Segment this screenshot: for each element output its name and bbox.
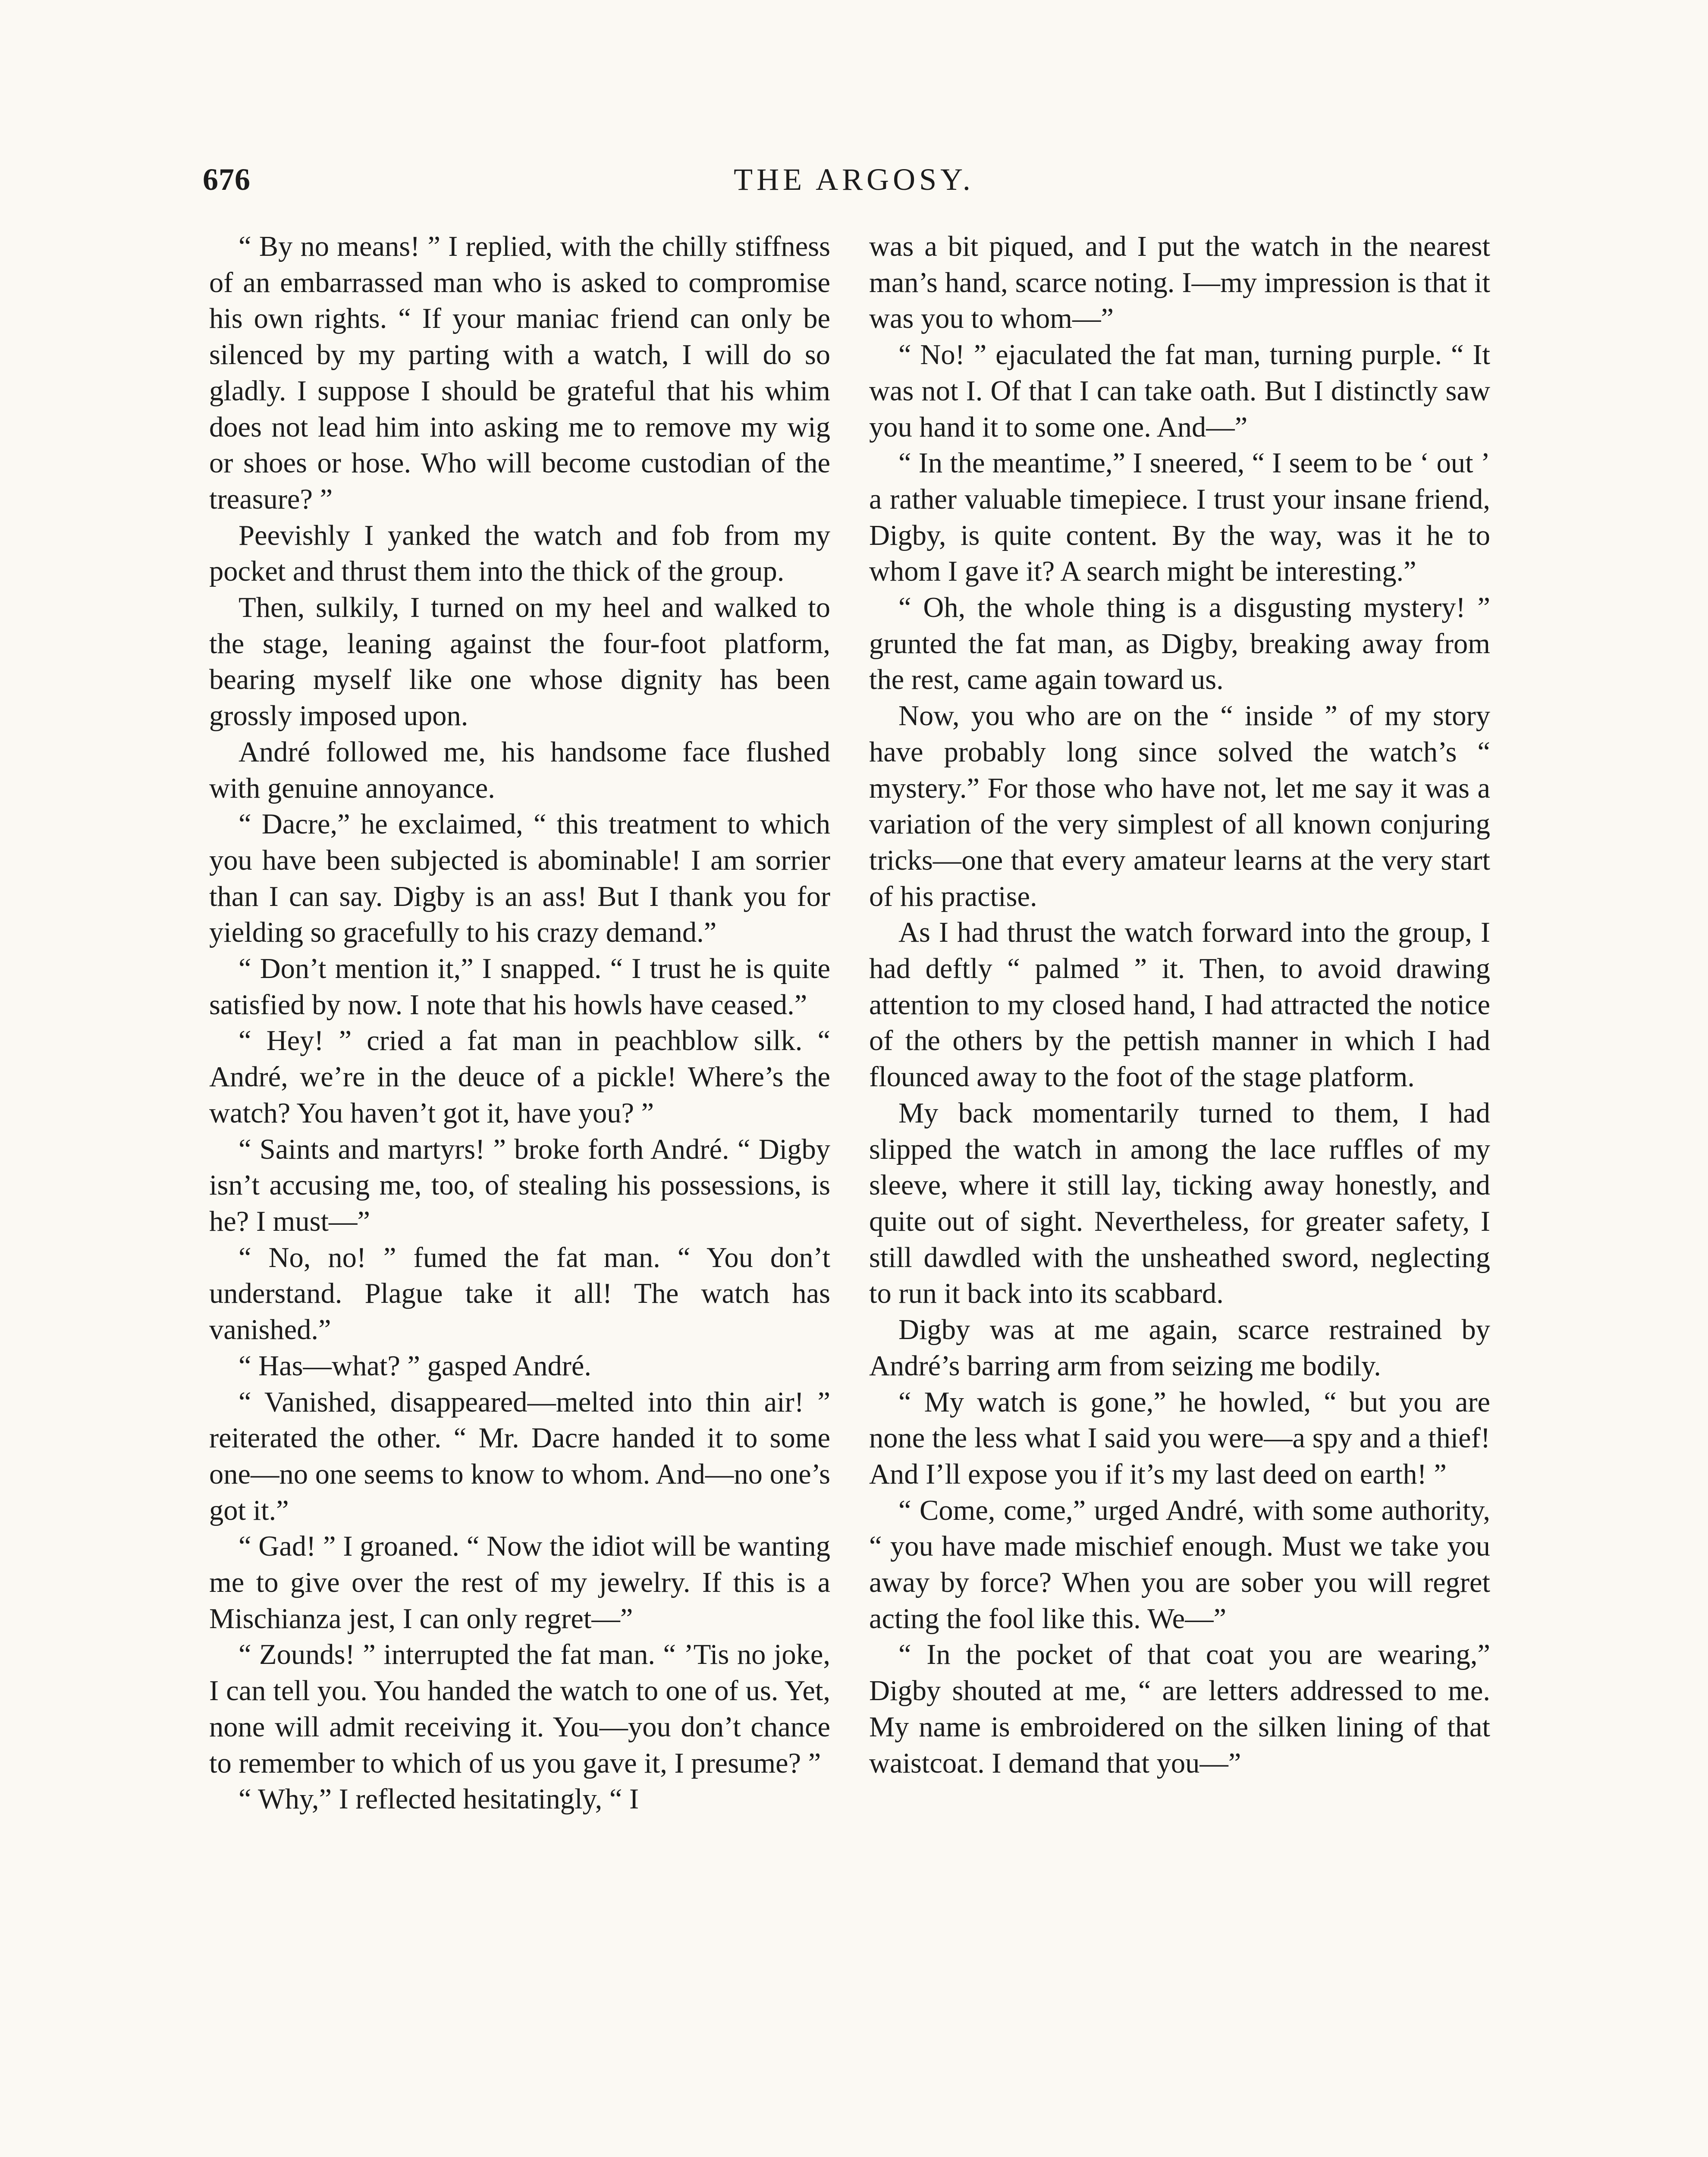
text-column-left (209, 229, 830, 1817)
paragraph: “ Saints and martyrs! ” broke forth André. “ Digby isn’t accusing me, too, of stealing his possessions, is he? I must—” (209, 1133, 830, 1237)
paragraph: “ Gad! ” I groaned. “ Now the idiot will be wanting me to give over the rest of my jewelry. If this is a Mischianza jest, I can only regret—” (209, 1531, 830, 1635)
page-number: 676 (203, 162, 251, 197)
running-head-title: THE ARGOSY. (734, 162, 974, 197)
paragraph: “ My watch is gone,” he howled, “ but you are none the less what I said you were—a spy and a thief! And I’ll expose you if it’s my last deed on earth! ” (869, 1386, 1490, 1490)
paragraph: Then, sulkily, I turned on my heel and walked to the stage, leaning against the four-foot platform, bearing myself like one whose dignity has been grossly imposed upon. (209, 592, 830, 732)
paragraph: “ Hey! ” cried a fat man in peachblow silk. “ André, we’re in the deuce of a pickle! Where’s the watch? You haven’t got it, have you? ” (209, 1025, 830, 1129)
paragraph: “ In the pocket of that coat you are wearing,” Digby shouted at me, “ are letters addressed to me. My name is embroidered on the silken lining of that waistcoat. I demand that you—” (869, 1639, 1490, 1779)
paragraph: “ Zounds! ” interrupted the fat man. “ ’Tis no joke, I can tell you. You handed the watch to one of us. Yet, none will admit receiving it. You—you don’t chance to remember to which of us you gave it, I presume? ” (209, 1639, 830, 1779)
paragraph: “ No, no! ” fumed the fat man. “ You don’t understand. Plague take it all! The watch has vanished.” (209, 1242, 830, 1346)
paragraph: “ Vanished, disappeared—melted into thin air! ” reiterated the other. “ Mr. Dacre handed it to some one—no one seems to know to whom. And—no one’s got it.” (209, 1386, 830, 1526)
paragraph: André followed me, his handsome face flushed with genuine annoyance. (209, 736, 830, 804)
paragraph-continued: was a bit piqued, and I put the watch in the nearest man’s hand, scarce noting. I—my impression is that it was you to whom—” (869, 231, 1490, 335)
paragraph: “ No! ” ejaculated the fat man, turning purple. “ It was not I. Of that I can take oath. But I distinctly saw you hand it to some one. And—” (869, 339, 1490, 443)
paragraph: “ Dacre,” he exclaimed, “ this treatment to which you have been subjected is abominable! I am sorrier than I can say. Digby is an ass! But I thank you for yielding so gracefully to his crazy demand.” (209, 808, 830, 949)
paragraph: “ By no means! ” I replied, with the chilly stiffness of an embarrassed man who is asked to compromise his own rights. “ If your maniac friend can only be silenced by my parting with a watch, I will do so gladly. I suppose I should be grateful that his whim does not lead him into asking me to remove my wig or shoes or hose. Who will become custodian of the treasure? ” (209, 231, 830, 515)
paragraph: “ Oh, the whole thing is a disgusting mystery! ” grunted the fat man, as Digby, breaking away from the rest, came again toward us. (869, 592, 1490, 696)
paragraph: “ In the meantime,” I sneered, “ I seem to be ‘ out ’ a rather valuable timepiece. I trust your insane friend, Digby, is quite content. By the way, was it he to whom I gave it? A search might be interesting.” (869, 447, 1490, 588)
paragraph: “ Come, come,” urged André, with some authority, “ you have made mischief enough. Must we take you away by force? When you are sober you will regret acting the fool like this. We—” (869, 1494, 1490, 1635)
paragraph: As I had thrust the watch forward into the group, I had deftly “ palmed ” it. Then, to avoid drawing attention to my closed hand, I had attracted the notice of the others by the pettish manner in which I had flounced away to the foot of the stage platform. (869, 917, 1490, 1093)
text-column-right (869, 229, 1490, 1781)
paragraph: “ Don’t mention it,” I snapped. “ I trust he is quite satisfied by now. I note that his howls have ceased.” (209, 953, 830, 1021)
paragraph: “ Why,” I reflected hesitatingly, “ I (239, 1783, 639, 1815)
paragraph: Peevishly I yanked the watch and fob from my pocket and thrust them into the thick of the group. (209, 519, 830, 588)
paragraph: Now, you who are on the “ inside ” of my story have probably long since solved the watch’s “ mystery.” For those who have not, let me say it was a variation of the very simplest of all known conjuring tricks—one that every amateur learns at the very start of his practise. (869, 700, 1490, 912)
paragraph: My back momentarily turned to them, I had slipped the watch in among the lace ruffles of my sleeve, where it still lay, ticking away honestly, and quite out of sight. Nevertheless, for greater safety, I still dawdled with the unsheathed sword, neglecting to run it back into its scabbard. (869, 1097, 1490, 1310)
paragraph: “ Has—what? ” gasped André. (239, 1350, 592, 1382)
paragraph: Digby was at me again, scarce restrained by André’s barring arm from seizing me bodily. (869, 1314, 1490, 1382)
